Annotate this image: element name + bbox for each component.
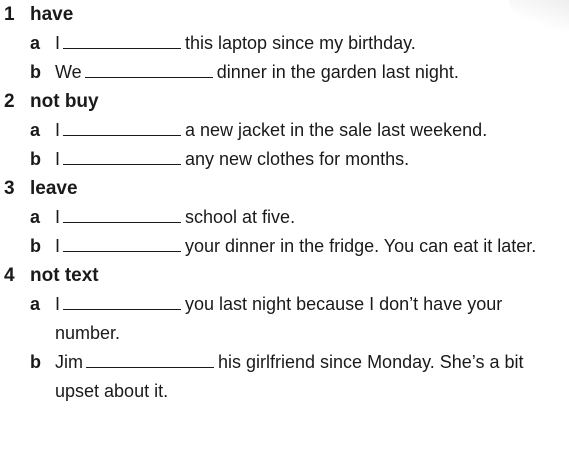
answer-blank[interactable] bbox=[63, 30, 181, 49]
exercise-1 bbox=[0, 0, 569, 87]
item-subject: Jim bbox=[55, 352, 83, 372]
item-subject: I bbox=[55, 236, 61, 256]
answer-blank[interactable] bbox=[63, 204, 181, 223]
answer-blank[interactable] bbox=[63, 117, 181, 136]
item-subject: I bbox=[55, 33, 61, 53]
answer-blank[interactable] bbox=[63, 291, 181, 310]
item-letter: a bbox=[30, 33, 41, 53]
item-rest: dinner in the garden last night. bbox=[216, 62, 459, 82]
item-letter: a bbox=[30, 294, 41, 314]
exercise-number: 4 bbox=[4, 265, 15, 286]
item-letter: a bbox=[30, 120, 41, 140]
item-rest: your dinner in the fridge. You can eat it later. bbox=[185, 236, 537, 256]
exercise-item bbox=[0, 290, 569, 348]
item-sentence bbox=[55, 290, 569, 348]
item-subject: I bbox=[55, 207, 61, 227]
item-sentence bbox=[55, 29, 569, 58]
exercise-heading bbox=[0, 87, 569, 116]
exercise-item bbox=[0, 203, 569, 232]
item-subject: I bbox=[55, 294, 61, 314]
item-subject: I bbox=[55, 149, 61, 169]
exercise-2 bbox=[0, 87, 569, 174]
item-subject: We bbox=[55, 62, 82, 82]
item-rest: his girlfriend since Monday. She’s a bit upset about it. bbox=[55, 352, 524, 401]
answer-blank[interactable] bbox=[85, 59, 213, 78]
item-rest: school at five. bbox=[185, 207, 296, 227]
exercise-number: 3 bbox=[4, 178, 15, 199]
exercise-verb: have bbox=[30, 4, 74, 25]
answer-blank[interactable] bbox=[86, 349, 214, 368]
item-rest: this laptop since my birthday. bbox=[185, 33, 416, 53]
item-sentence bbox=[55, 116, 569, 145]
exercise-number: 2 bbox=[4, 91, 15, 112]
item-letter: a bbox=[30, 207, 41, 227]
answer-blank[interactable] bbox=[63, 233, 181, 252]
item-sentence bbox=[55, 232, 569, 261]
item-sentence bbox=[55, 203, 569, 232]
exercise-number: 1 bbox=[4, 4, 15, 25]
item-letter: b bbox=[30, 236, 41, 256]
exercise-verb: not buy bbox=[30, 91, 99, 112]
exercise-3 bbox=[0, 174, 569, 261]
item-letter: b bbox=[30, 149, 41, 169]
exercise-heading bbox=[0, 261, 569, 290]
exercise-item bbox=[0, 58, 569, 87]
exercise-item bbox=[0, 145, 569, 174]
item-rest: any new clothes for months. bbox=[185, 149, 410, 169]
item-letter: b bbox=[30, 62, 41, 82]
item-sentence bbox=[55, 348, 569, 406]
exercise-item bbox=[0, 116, 569, 145]
answer-blank[interactable] bbox=[63, 146, 181, 165]
exercise-heading bbox=[0, 0, 569, 29]
exercise-heading bbox=[0, 174, 569, 203]
exercise-verb: leave bbox=[30, 178, 78, 199]
exercise-item bbox=[0, 348, 569, 406]
item-subject: I bbox=[55, 120, 61, 140]
item-sentence bbox=[55, 58, 569, 87]
item-rest: a new jacket in the sale last weekend. bbox=[185, 120, 488, 140]
item-letter: b bbox=[30, 352, 41, 372]
exercise-verb: not text bbox=[30, 265, 99, 286]
exercise-4 bbox=[0, 261, 569, 406]
item-rest: you last night because I don’t have your number. bbox=[55, 294, 503, 343]
item-sentence bbox=[55, 145, 569, 174]
exercise-item bbox=[0, 29, 569, 58]
exercise-item bbox=[0, 232, 569, 261]
